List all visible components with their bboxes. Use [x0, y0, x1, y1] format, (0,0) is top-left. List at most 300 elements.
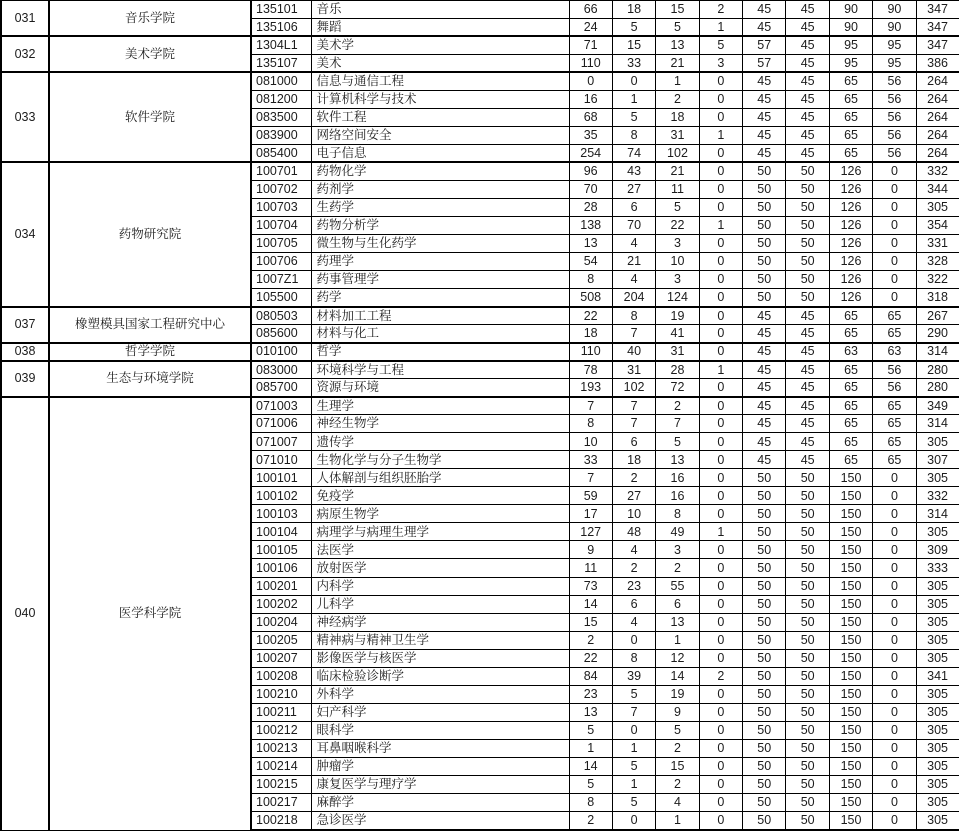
value-cell: 19 — [656, 685, 699, 703]
major-name-cell: 临床检验诊断学 — [311, 667, 569, 685]
value-cell: 56 — [873, 90, 916, 108]
value-cell: 24 — [569, 18, 612, 36]
value-cell: 264 — [916, 108, 959, 126]
major-name-cell: 药物化学 — [311, 162, 569, 180]
value-cell: 65 — [829, 325, 872, 343]
value-cell: 43 — [612, 162, 655, 180]
value-cell: 7 — [569, 469, 612, 487]
value-cell: 56 — [873, 379, 916, 397]
value-cell: 5 — [612, 18, 655, 36]
value-cell: 54 — [569, 252, 612, 270]
major-code-cell: 100214 — [251, 757, 311, 775]
value-cell: 0 — [699, 72, 742, 90]
value-cell: 96 — [569, 162, 612, 180]
major-code-cell: 071007 — [251, 433, 311, 451]
value-cell: 150 — [829, 775, 872, 793]
value-cell: 22 — [569, 649, 612, 667]
table-row — [1, 361, 959, 379]
major-name-cell: 软件工程 — [311, 108, 569, 126]
major-code-cell: 100217 — [251, 793, 311, 811]
value-cell: 290 — [916, 325, 959, 343]
value-cell: 0 — [873, 613, 916, 631]
major-name-cell: 网络空间安全 — [311, 126, 569, 144]
major-name-cell: 眼科学 — [311, 721, 569, 739]
value-cell: 126 — [829, 180, 872, 198]
value-cell: 45 — [743, 144, 786, 162]
value-cell: 57 — [743, 54, 786, 72]
value-cell: 50 — [743, 216, 786, 234]
value-cell: 45 — [743, 307, 786, 325]
value-cell: 15 — [656, 757, 699, 775]
major-code-cell: 100101 — [251, 469, 311, 487]
value-cell: 347 — [916, 36, 959, 54]
value-cell: 0 — [699, 775, 742, 793]
value-cell: 70 — [612, 216, 655, 234]
major-code-cell: 080503 — [251, 307, 311, 325]
college-code-cell: 039 — [1, 361, 49, 397]
value-cell: 16 — [569, 90, 612, 108]
value-cell: 305 — [916, 811, 959, 830]
value-cell: 6 — [612, 198, 655, 216]
major-code-cell: 100701 — [251, 162, 311, 180]
value-cell: 5 — [656, 198, 699, 216]
value-cell: 50 — [743, 667, 786, 685]
value-cell: 8 — [569, 415, 612, 433]
value-cell: 0 — [873, 595, 916, 613]
value-cell: 50 — [786, 613, 829, 631]
value-cell: 45 — [743, 325, 786, 343]
value-cell: 10 — [656, 252, 699, 270]
value-cell: 57 — [743, 36, 786, 54]
major-name-cell: 神经生物学 — [311, 415, 569, 433]
value-cell: 0 — [699, 757, 742, 775]
value-cell: 95 — [829, 54, 872, 72]
value-cell: 126 — [829, 216, 872, 234]
value-cell: 21 — [612, 252, 655, 270]
value-cell: 56 — [873, 126, 916, 144]
value-cell: 6 — [612, 433, 655, 451]
value-cell: 50 — [786, 649, 829, 667]
value-cell: 65 — [873, 307, 916, 325]
value-cell: 50 — [743, 757, 786, 775]
table-row — [1, 72, 959, 90]
value-cell: 1 — [656, 72, 699, 90]
value-cell: 50 — [743, 631, 786, 649]
major-code-cell: 100703 — [251, 198, 311, 216]
value-cell: 4 — [656, 793, 699, 811]
value-cell: 0 — [699, 487, 742, 505]
value-cell: 328 — [916, 252, 959, 270]
value-cell: 2 — [569, 811, 612, 830]
value-cell: 0 — [873, 469, 916, 487]
value-cell: 65 — [829, 451, 872, 469]
major-code-cell: 135101 — [251, 0, 311, 18]
value-cell: 65 — [873, 451, 916, 469]
value-cell: 7 — [612, 415, 655, 433]
major-code-cell: 100202 — [251, 595, 311, 613]
value-cell: 50 — [786, 631, 829, 649]
value-cell: 305 — [916, 721, 959, 739]
value-cell: 305 — [916, 433, 959, 451]
value-cell: 314 — [916, 505, 959, 523]
value-cell: 45 — [743, 126, 786, 144]
value-cell: 347 — [916, 18, 959, 36]
value-cell: 0 — [873, 505, 916, 523]
value-cell: 45 — [786, 433, 829, 451]
value-cell: 333 — [916, 559, 959, 577]
value-cell: 305 — [916, 577, 959, 595]
admissions-table-body — [1, 0, 959, 830]
value-cell: 39 — [612, 667, 655, 685]
value-cell: 0 — [612, 811, 655, 830]
major-name-cell: 肿瘤学 — [311, 757, 569, 775]
value-cell: 1 — [699, 361, 742, 379]
major-name-cell: 生物化学与分子生物学 — [311, 451, 569, 469]
value-cell: 65 — [829, 397, 872, 415]
major-code-cell: 100218 — [251, 811, 311, 830]
value-cell: 0 — [873, 541, 916, 559]
value-cell: 95 — [829, 36, 872, 54]
major-name-cell: 影像医学与核医学 — [311, 649, 569, 667]
major-code-cell: 083900 — [251, 126, 311, 144]
value-cell: 71 — [569, 36, 612, 54]
value-cell: 0 — [612, 631, 655, 649]
value-cell: 2 — [656, 739, 699, 757]
value-cell: 45 — [786, 343, 829, 361]
value-cell: 150 — [829, 613, 872, 631]
value-cell: 48 — [612, 523, 655, 541]
value-cell: 50 — [743, 613, 786, 631]
value-cell: 45 — [786, 361, 829, 379]
value-cell: 45 — [743, 415, 786, 433]
value-cell: 65 — [873, 415, 916, 433]
value-cell: 126 — [829, 289, 872, 307]
college-code-cell: 031 — [1, 0, 49, 36]
value-cell: 354 — [916, 216, 959, 234]
value-cell: 150 — [829, 649, 872, 667]
value-cell: 0 — [699, 433, 742, 451]
major-name-cell: 遗传学 — [311, 433, 569, 451]
value-cell: 0 — [699, 198, 742, 216]
value-cell: 4 — [612, 613, 655, 631]
value-cell: 45 — [743, 90, 786, 108]
value-cell: 50 — [786, 739, 829, 757]
major-name-cell: 药剂学 — [311, 180, 569, 198]
major-code-cell: 100207 — [251, 649, 311, 667]
value-cell: 0 — [873, 667, 916, 685]
major-name-cell: 材料与化工 — [311, 325, 569, 343]
value-cell: 264 — [916, 90, 959, 108]
value-cell: 0 — [873, 703, 916, 721]
college-code-cell: 040 — [1, 397, 49, 830]
value-cell: 45 — [786, 0, 829, 18]
value-cell: 110 — [569, 54, 612, 72]
value-cell: 65 — [829, 72, 872, 90]
value-cell: 150 — [829, 595, 872, 613]
value-cell: 318 — [916, 289, 959, 307]
value-cell: 0 — [873, 577, 916, 595]
value-cell: 65 — [829, 108, 872, 126]
value-cell: 314 — [916, 415, 959, 433]
value-cell: 50 — [786, 252, 829, 270]
value-cell: 332 — [916, 487, 959, 505]
value-cell: 13 — [656, 451, 699, 469]
value-cell: 23 — [612, 577, 655, 595]
value-cell: 50 — [786, 234, 829, 252]
value-cell: 150 — [829, 703, 872, 721]
value-cell: 50 — [743, 541, 786, 559]
value-cell: 14 — [569, 757, 612, 775]
value-cell: 4 — [612, 234, 655, 252]
major-code-cell: 135106 — [251, 18, 311, 36]
major-name-cell: 美术 — [311, 54, 569, 72]
value-cell: 50 — [743, 811, 786, 830]
value-cell: 18 — [569, 325, 612, 343]
value-cell: 45 — [786, 108, 829, 126]
value-cell: 15 — [612, 36, 655, 54]
value-cell: 254 — [569, 144, 612, 162]
value-cell: 78 — [569, 361, 612, 379]
value-cell: 50 — [786, 541, 829, 559]
value-cell: 150 — [829, 469, 872, 487]
value-cell: 50 — [743, 793, 786, 811]
value-cell: 22 — [569, 307, 612, 325]
value-cell: 8 — [612, 126, 655, 144]
value-cell: 19 — [656, 307, 699, 325]
value-cell: 13 — [569, 234, 612, 252]
major-code-cell: 100208 — [251, 667, 311, 685]
value-cell: 0 — [569, 72, 612, 90]
value-cell: 110 — [569, 343, 612, 361]
value-cell: 150 — [829, 667, 872, 685]
value-cell: 17 — [569, 505, 612, 523]
value-cell: 16 — [656, 469, 699, 487]
value-cell: 74 — [612, 144, 655, 162]
major-name-cell: 放射医学 — [311, 559, 569, 577]
value-cell: 150 — [829, 793, 872, 811]
value-cell: 280 — [916, 361, 959, 379]
major-name-cell: 生理学 — [311, 397, 569, 415]
value-cell: 50 — [786, 469, 829, 487]
value-cell: 65 — [829, 379, 872, 397]
value-cell: 50 — [786, 685, 829, 703]
major-name-cell: 计算机科学与技术 — [311, 90, 569, 108]
value-cell: 50 — [786, 559, 829, 577]
major-name-cell: 舞蹈 — [311, 18, 569, 36]
value-cell: 33 — [612, 54, 655, 72]
value-cell: 14 — [569, 595, 612, 613]
table-row — [1, 307, 959, 325]
value-cell: 50 — [743, 703, 786, 721]
major-code-cell: 105500 — [251, 289, 311, 307]
value-cell: 21 — [656, 162, 699, 180]
major-code-cell: 085600 — [251, 325, 311, 343]
major-name-cell: 药事管理学 — [311, 270, 569, 288]
value-cell: 150 — [829, 505, 872, 523]
major-code-cell: 100204 — [251, 613, 311, 631]
value-cell: 344 — [916, 180, 959, 198]
major-code-cell: 100213 — [251, 739, 311, 757]
value-cell: 7 — [656, 415, 699, 433]
value-cell: 65 — [873, 433, 916, 451]
value-cell: 35 — [569, 126, 612, 144]
value-cell: 18 — [656, 108, 699, 126]
value-cell: 305 — [916, 685, 959, 703]
value-cell: 8 — [612, 649, 655, 667]
value-cell: 50 — [786, 198, 829, 216]
value-cell: 65 — [829, 415, 872, 433]
value-cell: 267 — [916, 307, 959, 325]
value-cell: 1 — [612, 90, 655, 108]
value-cell: 50 — [743, 739, 786, 757]
college-name-cell: 软件学院 — [49, 72, 251, 162]
value-cell: 2 — [612, 559, 655, 577]
value-cell: 45 — [743, 451, 786, 469]
value-cell: 0 — [699, 631, 742, 649]
major-name-cell: 药学 — [311, 289, 569, 307]
value-cell: 124 — [656, 289, 699, 307]
value-cell: 0 — [699, 559, 742, 577]
value-cell: 0 — [699, 541, 742, 559]
value-cell: 50 — [786, 595, 829, 613]
value-cell: 3 — [656, 234, 699, 252]
value-cell: 2 — [699, 667, 742, 685]
value-cell: 0 — [873, 739, 916, 757]
major-code-cell: 100704 — [251, 216, 311, 234]
value-cell: 0 — [873, 487, 916, 505]
value-cell: 305 — [916, 523, 959, 541]
value-cell: 0 — [873, 234, 916, 252]
value-cell: 68 — [569, 108, 612, 126]
major-name-cell: 环境科学与工程 — [311, 361, 569, 379]
major-name-cell: 人体解剖与组织胚胎学 — [311, 469, 569, 487]
value-cell: 332 — [916, 162, 959, 180]
value-cell: 50 — [786, 216, 829, 234]
value-cell: 95 — [873, 36, 916, 54]
value-cell: 0 — [699, 649, 742, 667]
value-cell: 7 — [612, 325, 655, 343]
value-cell: 305 — [916, 613, 959, 631]
major-code-cell: 100205 — [251, 631, 311, 649]
value-cell: 1 — [699, 523, 742, 541]
value-cell: 0 — [873, 216, 916, 234]
value-cell: 305 — [916, 631, 959, 649]
value-cell: 65 — [829, 307, 872, 325]
major-name-cell: 儿科学 — [311, 595, 569, 613]
value-cell: 45 — [743, 397, 786, 415]
major-name-cell: 精神病与精神卫生学 — [311, 631, 569, 649]
value-cell: 0 — [873, 793, 916, 811]
value-cell: 65 — [829, 361, 872, 379]
value-cell: 0 — [699, 162, 742, 180]
major-code-cell: 100210 — [251, 685, 311, 703]
value-cell: 45 — [786, 18, 829, 36]
value-cell: 13 — [569, 703, 612, 721]
major-name-cell: 电子信息 — [311, 144, 569, 162]
major-code-cell: 085700 — [251, 379, 311, 397]
major-name-cell: 药物分析学 — [311, 216, 569, 234]
value-cell: 0 — [699, 415, 742, 433]
value-cell: 50 — [786, 523, 829, 541]
value-cell: 28 — [569, 198, 612, 216]
value-cell: 50 — [743, 577, 786, 595]
value-cell: 0 — [699, 90, 742, 108]
major-name-cell: 耳鼻咽喉科学 — [311, 739, 569, 757]
value-cell: 5 — [656, 721, 699, 739]
value-cell: 6 — [612, 595, 655, 613]
college-code-cell: 038 — [1, 343, 49, 361]
value-cell: 45 — [786, 144, 829, 162]
value-cell: 45 — [743, 361, 786, 379]
value-cell: 0 — [873, 252, 916, 270]
value-cell: 18 — [612, 451, 655, 469]
major-name-cell: 美术学 — [311, 36, 569, 54]
major-code-cell: 100702 — [251, 180, 311, 198]
value-cell: 90 — [873, 0, 916, 18]
value-cell: 150 — [829, 721, 872, 739]
value-cell: 0 — [699, 793, 742, 811]
value-cell: 0 — [699, 505, 742, 523]
value-cell: 309 — [916, 541, 959, 559]
value-cell: 0 — [699, 325, 742, 343]
value-cell: 264 — [916, 144, 959, 162]
value-cell: 126 — [829, 252, 872, 270]
value-cell: 0 — [873, 631, 916, 649]
value-cell: 150 — [829, 811, 872, 830]
value-cell: 21 — [656, 54, 699, 72]
value-cell: 66 — [569, 0, 612, 18]
value-cell: 386 — [916, 54, 959, 72]
value-cell: 18 — [612, 0, 655, 18]
value-cell: 0 — [699, 811, 742, 830]
value-cell: 50 — [786, 721, 829, 739]
value-cell: 50 — [786, 757, 829, 775]
major-code-cell: 100104 — [251, 523, 311, 541]
value-cell: 50 — [786, 180, 829, 198]
value-cell: 150 — [829, 523, 872, 541]
value-cell: 341 — [916, 667, 959, 685]
value-cell: 0 — [873, 775, 916, 793]
value-cell: 49 — [656, 523, 699, 541]
value-cell: 0 — [873, 721, 916, 739]
major-code-cell: 083000 — [251, 361, 311, 379]
value-cell: 65 — [873, 397, 916, 415]
value-cell: 45 — [786, 325, 829, 343]
value-cell: 0 — [699, 613, 742, 631]
value-cell: 204 — [612, 289, 655, 307]
value-cell: 50 — [786, 162, 829, 180]
value-cell: 45 — [743, 0, 786, 18]
value-cell: 0 — [699, 721, 742, 739]
value-cell: 45 — [743, 433, 786, 451]
major-name-cell: 法医学 — [311, 541, 569, 559]
value-cell: 16 — [656, 487, 699, 505]
value-cell: 50 — [786, 270, 829, 288]
value-cell: 5 — [656, 18, 699, 36]
value-cell: 56 — [873, 72, 916, 90]
value-cell: 150 — [829, 757, 872, 775]
value-cell: 45 — [786, 379, 829, 397]
value-cell: 50 — [743, 162, 786, 180]
major-name-cell: 药理学 — [311, 252, 569, 270]
value-cell: 1 — [569, 739, 612, 757]
value-cell: 55 — [656, 577, 699, 595]
major-name-cell: 急诊医学 — [311, 811, 569, 830]
major-name-cell: 哲学 — [311, 343, 569, 361]
major-name-cell: 病原生物学 — [311, 505, 569, 523]
value-cell: 90 — [829, 0, 872, 18]
major-code-cell: 100706 — [251, 252, 311, 270]
